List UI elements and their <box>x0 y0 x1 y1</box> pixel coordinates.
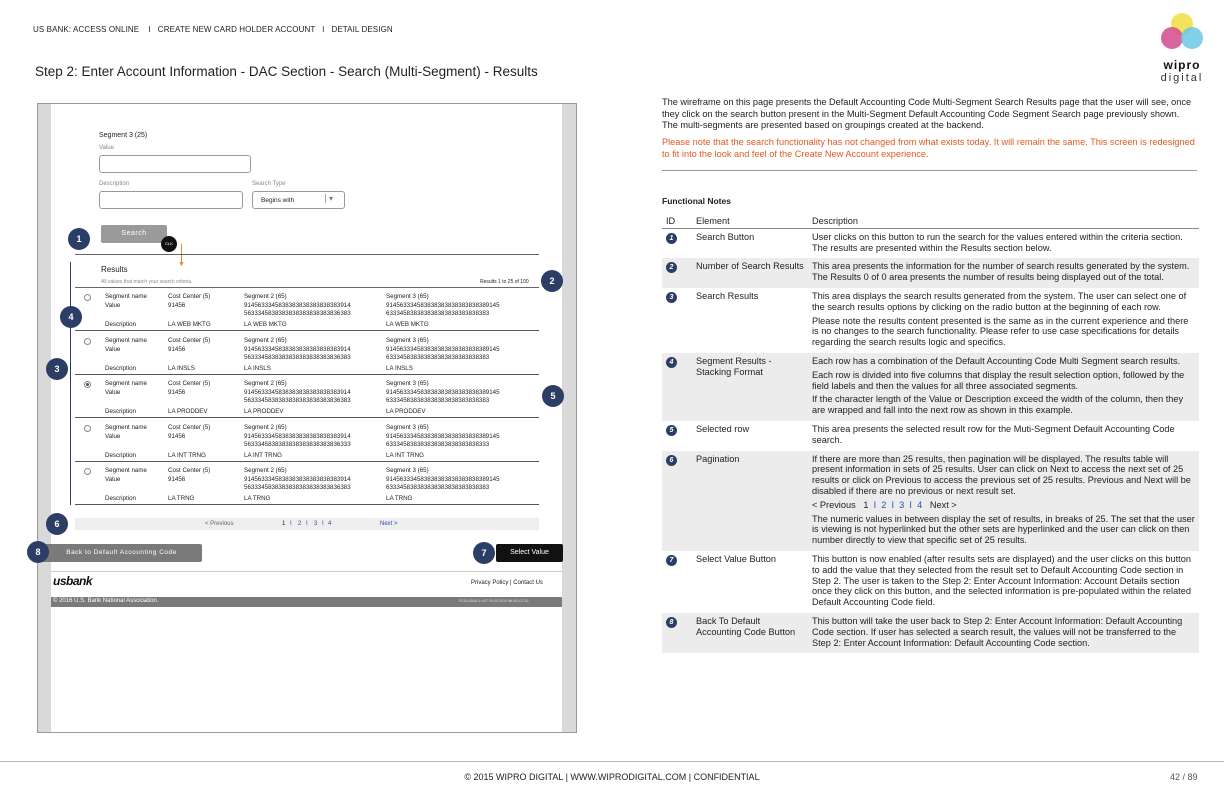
result-radio[interactable] <box>84 425 91 432</box>
cost-center-value: 91456 <box>168 302 186 309</box>
cost-center-description: LA INT TRNG <box>168 451 206 459</box>
pagination-sep: I <box>306 521 308 527</box>
results-title: Results <box>101 265 128 274</box>
callout-1: 1 <box>68 228 90 250</box>
description-label: Description <box>105 364 136 372</box>
cost-center-label: Cost Center (5) <box>168 293 211 300</box>
search-type-value: Begins with <box>261 197 295 204</box>
note-id-cell <box>662 421 692 451</box>
note-id-badge: 8 <box>666 617 677 628</box>
note-paragraph: This button will take the user back to Step 2: Enter Account Information: Default Accounting Code section. If user has selected a search result, the values will not be transferred to the Step 2: Enter Account Information: Default Accounting Code section. <box>812 615 1183 648</box>
callout-5: 5 <box>542 385 564 407</box>
note-id-cell <box>662 353 692 421</box>
pagination-sep: I <box>290 521 292 527</box>
note-description-cell <box>808 613 1199 653</box>
pagination-example-sep: I <box>891 499 895 510</box>
segment3-value-line2: 633345838383838383838383838383 <box>386 484 490 491</box>
row-divider <box>75 374 539 375</box>
description-label: Description <box>105 451 136 459</box>
segment3-label: Segment 3 (65) <box>386 467 429 474</box>
segment-name-label: Segment name <box>105 293 147 300</box>
callout-bracket-line <box>70 262 71 505</box>
segment3-description: LA TRNG <box>386 495 413 502</box>
cost-center-label: Cost Center (5) <box>168 380 211 387</box>
footer-text: © 2015 WIPRO DIGITAL | WWW.WIPRODIGITAL.COM | CONFIDENTIAL <box>464 772 760 782</box>
note-id-cell <box>662 258 692 288</box>
segment3-label: Segment 3 (65) <box>386 293 429 300</box>
footer-divider <box>0 761 1224 762</box>
segment2-value-line1: 9145633345838383838383838383914 <box>244 345 351 353</box>
segment3-value-line1: 914563334583838383838383838389145 <box>386 476 500 483</box>
segment2-label: Segment 2 (65) <box>244 380 287 387</box>
note-description-cell <box>808 421 1199 451</box>
segment2-description: LA WEB MKTG <box>244 321 287 328</box>
segment2-value-line2: 5633345838383838383838383836383 <box>244 353 351 361</box>
segment2-description: LA INT TRNG <box>244 451 282 459</box>
value-label: Value <box>105 476 121 483</box>
note-id-badge: 6 <box>666 455 677 466</box>
header-element: Element <box>692 214 808 228</box>
callout-8: 8 <box>27 541 49 563</box>
segment3-description: LA INT TRNG <box>386 451 424 459</box>
cost-center-value: 91456 <box>168 389 186 396</box>
pagination-example-sep: I <box>909 499 912 510</box>
footer-rule <box>51 571 562 572</box>
value-label: Value <box>105 302 121 309</box>
cost-center-value: 91456 <box>168 345 186 353</box>
note-element-cell: Search Results <box>696 290 759 301</box>
select-value-button[interactable]: Select Value <box>496 544 563 562</box>
note-element-cell: Select Value Button <box>696 553 777 564</box>
intro-paragraph: The wireframe on this page presents the Default Accounting Code Multi-Segment Search Results page that the user will see, once they click on the search button present in the Multi-Segment Default Accounting Code Segment Search page previously shown. The multi-segments are presented based on groupings created at the backend. <box>662 97 1192 130</box>
table-row <box>662 613 1199 653</box>
intro-divider <box>662 170 1197 171</box>
segment2-value-line2: 5633345838383838383838383836383 <box>244 484 351 491</box>
segment2-value-line1: 9145633345838383838383838383914 <box>244 389 351 396</box>
back-to-dac-button[interactable]: Back to Default Accounting Code <box>41 544 202 562</box>
callout-4: 4 <box>60 306 82 328</box>
note-paragraph: This area displays the search results generated from the system. The user can select one of the search results options by clicking on the radio button at the beginning of each row. <box>812 290 1187 312</box>
pagination-example <box>812 500 1195 511</box>
pagination-example-sep: I <box>873 499 877 510</box>
result-radio[interactable] <box>84 468 91 475</box>
note-description-cell <box>808 288 1199 353</box>
arrow-down-icon: ▼ <box>178 261 185 268</box>
note-paragraph: This area presents the selected result row for the Muti-Segment Default Accounting Code search. <box>812 423 1175 445</box>
results-count: Results 1 to 25 of 100 <box>480 279 529 285</box>
note-paragraph: This area presents the information for the number of search results generated by the system. The Results 0 of 0 area presents the number of results being displayed out of the total. <box>812 261 1190 283</box>
pagination-example-current: 1 <box>863 499 869 510</box>
note-element-cell: Number of Search Results <box>692 258 808 288</box>
note-id-badge: 1 <box>666 233 677 244</box>
table-row <box>662 228 1199 258</box>
segment2-label: Segment 2 (65) <box>244 336 287 344</box>
wipro-digital-logo <box>1154 10 1210 86</box>
segment-name-label: Segment name <box>105 336 147 344</box>
note-paragraph: User clicks on this button to run the search for the values entered within the criteria section. The results are presented within the Results section below. <box>812 231 1183 253</box>
results-top-rule <box>75 287 539 288</box>
segment3-value-line1: 914563334583838383838383838389145 <box>386 302 500 309</box>
note-description-cell <box>808 551 1199 613</box>
description-label: Description <box>99 181 130 187</box>
table-row <box>662 451 1199 551</box>
note-description-cell <box>808 451 1199 551</box>
segment3-label: Segment 3 (65) <box>386 336 429 344</box>
segment2-label: Segment 2 (65) <box>244 423 287 431</box>
value-label: Value <box>105 389 121 396</box>
value-label: Value <box>105 345 121 353</box>
segment2-label: Segment 2 (65) <box>244 467 287 474</box>
wireframe-page <box>51 104 562 732</box>
search-type-label: Search Type <box>252 181 286 187</box>
callout-2: 2 <box>541 270 563 292</box>
pagination-bar <box>75 518 539 530</box>
callout-6: 6 <box>46 513 68 535</box>
table-row <box>662 551 1199 613</box>
logo-word-digital: digital <box>1160 72 1204 84</box>
note-paragraph: If the character length of the Value or Description exceed the width of the column, then they are wrapped and fall into the next row as shown in this example. <box>812 394 1184 416</box>
pagination-example-page[interactable]: 4 <box>917 499 923 510</box>
fine-print: R214-6B4A-0 rv07 05-00-0016 file.IA0.0.C01 <box>459 599 529 603</box>
segment3-description: LA PRODDEV <box>386 408 426 415</box>
cost-center-value: 91456 <box>168 432 186 440</box>
description-label: Description <box>105 321 136 328</box>
cost-center-label: Cost Center (5) <box>168 423 211 431</box>
cost-center-description: LA PRODDEV <box>168 408 208 415</box>
copyright-text: © 2016 U.S. Bank National Association. <box>53 598 159 604</box>
result-radio[interactable] <box>84 338 91 345</box>
callout-3: 3 <box>46 358 68 380</box>
pagination-example-next: Next > <box>929 499 957 510</box>
segment2-description: LA INSLS <box>244 364 271 372</box>
logo-word-wipro: wipro <box>1163 58 1201 72</box>
note-id-badge: 5 <box>666 425 677 436</box>
segment2-value-line1: 9145633345838383838383838383914 <box>244 302 351 309</box>
segment2-description: LA TRNG <box>244 495 271 502</box>
privacy-contact-links[interactable]: Privacy Policy | Contact Us <box>471 580 543 586</box>
cost-center-label: Cost Center (5) <box>168 467 211 474</box>
description-input[interactable] <box>99 191 243 209</box>
segment3-value-line2: 633345838383838383838383838383 <box>386 353 490 361</box>
note-paragraph: If there are more than 25 results, then pagination will be displayed. The results table will present information in sets of 25 results. User can click on Next to access the next set of 25 results or click on Previous to access the previous set of 25 results. Previous and Next will be disabled if there are no previous or next result set. <box>812 453 1191 496</box>
header-description: Description <box>808 214 1199 228</box>
functional-notes-title: Functional Notes <box>662 196 731 206</box>
cost-center-label: Cost Center (5) <box>168 336 211 344</box>
pagination-example-page[interactable]: 2 <box>881 499 887 510</box>
table-row <box>662 288 1199 353</box>
note-id-cell <box>662 288 692 353</box>
results-subtitle: All values that match your search criteria. <box>101 279 193 285</box>
pagination-page-4[interactable]: 4 <box>328 521 332 527</box>
page-title: Step 2: Enter Account Information - DAC Section - Search (Multi-Segment) - Results <box>35 64 538 79</box>
value-label: Value <box>105 432 121 440</box>
table-row <box>662 353 1199 421</box>
segment3-value-line1: 914563334583838383838383838389145 <box>386 345 500 353</box>
note-paragraph: Please note the results content presented is the same as in the current experience and there is no changes to the search functionality. Please refer to use case specifications for details regarding the search results logic and specifics. <box>812 315 1189 348</box>
pagination-previous[interactable]: < Previous <box>205 521 234 527</box>
cost-center-description: LA WEB MKTG <box>168 321 211 328</box>
usbank-logo: usbank <box>53 574 93 588</box>
note-element-cell: Back To Default Accounting Code Button <box>692 613 808 653</box>
segment3-description: LA INSLS <box>386 364 413 372</box>
segment3-value-line2: 633345838383838383838383838333 <box>386 440 490 448</box>
note-paragraph: Each row has a combination of the Default Accounting Code Multi Segment search results. <box>812 355 1181 366</box>
table-row <box>662 421 1199 451</box>
note-element-cell: Search Button <box>696 231 755 242</box>
segment3-value-line1: 914563334583838383838383838389145 <box>386 432 500 440</box>
callout-7: 7 <box>473 542 495 564</box>
search-button[interactable]: Search <box>101 225 167 243</box>
pagination-next[interactable]: Next > <box>380 521 398 527</box>
note-description-cell <box>808 228 1199 258</box>
cost-center-value: 91456 <box>168 476 186 483</box>
segment3-value-line1: 914563334583838383838383838389145 <box>386 389 500 396</box>
note-description-cell <box>808 258 1199 288</box>
note-description-cell <box>808 353 1199 421</box>
segment2-value-line2: 5633345838383838383838383836383 <box>244 397 351 404</box>
note-id-badge: 4 <box>666 357 677 368</box>
segment-name-label: Segment name <box>105 423 147 431</box>
segment2-description: LA PRODDEV <box>244 408 284 415</box>
segment3-label: Segment 3 (65) <box>386 380 429 387</box>
description-label: Description <box>105 495 136 502</box>
note-paragraph: The numeric values in between display the set of results, in breaks of 25. The set that the user is viewing is not hyperlinked but the other sets are hyperlinked and the user can click on then number directly to view that specific set of 25 results. <box>812 513 1195 546</box>
pagination-example-prev: < Previous <box>812 499 856 510</box>
segment3-value-line2: 633345838383838383838383838383 <box>386 310 490 317</box>
result-radio[interactable] <box>84 294 91 301</box>
note-id-badge: 7 <box>666 555 677 566</box>
pagination-page-2[interactable]: 2 <box>298 521 302 527</box>
chevron-down-icon: ▾ <box>325 194 333 203</box>
copyright-bar <box>51 597 562 607</box>
click-indicator-icon: CLK <box>161 236 177 252</box>
value-label: Value <box>99 145 114 151</box>
note-id-cell <box>662 451 692 551</box>
note-id-cell <box>662 228 692 258</box>
cost-center-description: LA TRNG <box>168 495 195 502</box>
segment2-value-line2: 5633345838383838383838383836383 <box>244 310 351 317</box>
segment2-value-line1: 9145633345838383838383838383914 <box>244 432 351 440</box>
note-paragraph: This button is now enabled (after results sets are displayed) and the user clicks on this button to add the value that they selected from the result set to Default Accounting Code section in Step 2. The user is taken to the Step 2: Enter Account Information: Account Details section once they click on this button, and the selected information is pre-populated within the related Default Accounting Code field. <box>812 553 1191 608</box>
description-label: Description <box>105 408 136 415</box>
header-id: ID <box>662 214 692 228</box>
segment-name-label: Segment name <box>105 467 147 474</box>
wipro-flower-icon <box>1154 10 1210 56</box>
segment2-label: Segment 2 (65) <box>244 293 287 300</box>
row-divider <box>75 504 539 505</box>
segment2-value-line1: 9145633345838383838383838383914 <box>244 476 351 483</box>
table-header-row <box>662 214 1199 228</box>
note-id-cell <box>662 551 692 613</box>
pagination-current: 1 <box>282 521 286 527</box>
segment2-value-line2: 5633345838383838383838383836333 <box>244 440 351 448</box>
pagination-example-page[interactable]: 3 <box>899 499 905 510</box>
segment3-description: LA WEB MKTG <box>386 321 429 328</box>
segment3-label: Segment 3 (25) <box>99 132 148 139</box>
note-paragraph: Please note that the search functionality has not changed from what exists today. It will remain the same. This screen is redesigned to fit into the look and feel of the Create New Account experience. <box>662 137 1195 159</box>
pagination-page-3[interactable]: 3 <box>314 521 318 527</box>
note-element-cell: Segment Results - Stacking Format <box>692 353 808 421</box>
row-divider <box>75 330 539 331</box>
value-input[interactable] <box>99 155 251 173</box>
wireframe-panel <box>37 103 577 733</box>
note-id-badge: 3 <box>666 292 677 303</box>
segment-name-label: Segment name <box>105 380 147 387</box>
segment3-label: Segment 3 (65) <box>386 423 429 431</box>
table-row <box>662 258 1199 288</box>
result-radio[interactable] <box>84 381 91 388</box>
pagination-sep: I <box>322 521 324 527</box>
note-id-badge: 2 <box>666 262 677 273</box>
note-element-cell: Pagination <box>692 451 808 551</box>
section-divider <box>75 254 539 255</box>
search-type-select[interactable] <box>252 191 345 209</box>
note-element-cell: Selected row <box>696 423 750 434</box>
row-divider <box>75 461 539 462</box>
cost-center-description: LA INSLS <box>168 364 195 372</box>
row-divider <box>75 417 539 418</box>
segment3-value-line2: 633345838383838383838383838383 <box>386 397 490 404</box>
note-paragraph: Each row is divided into five columns that display the result selection option, followed by the field labels and then the values for all three associated segments. <box>812 369 1185 391</box>
breadcrumb: US BANK: ACCESS ONLINE I CREATE NEW CARD HOLDER ACCOUNT I DETAIL DESIGN <box>33 25 393 34</box>
functional-notes-table <box>662 214 1199 653</box>
note-id-cell <box>662 613 692 653</box>
page-number: 42 / 89 <box>1170 772 1198 782</box>
